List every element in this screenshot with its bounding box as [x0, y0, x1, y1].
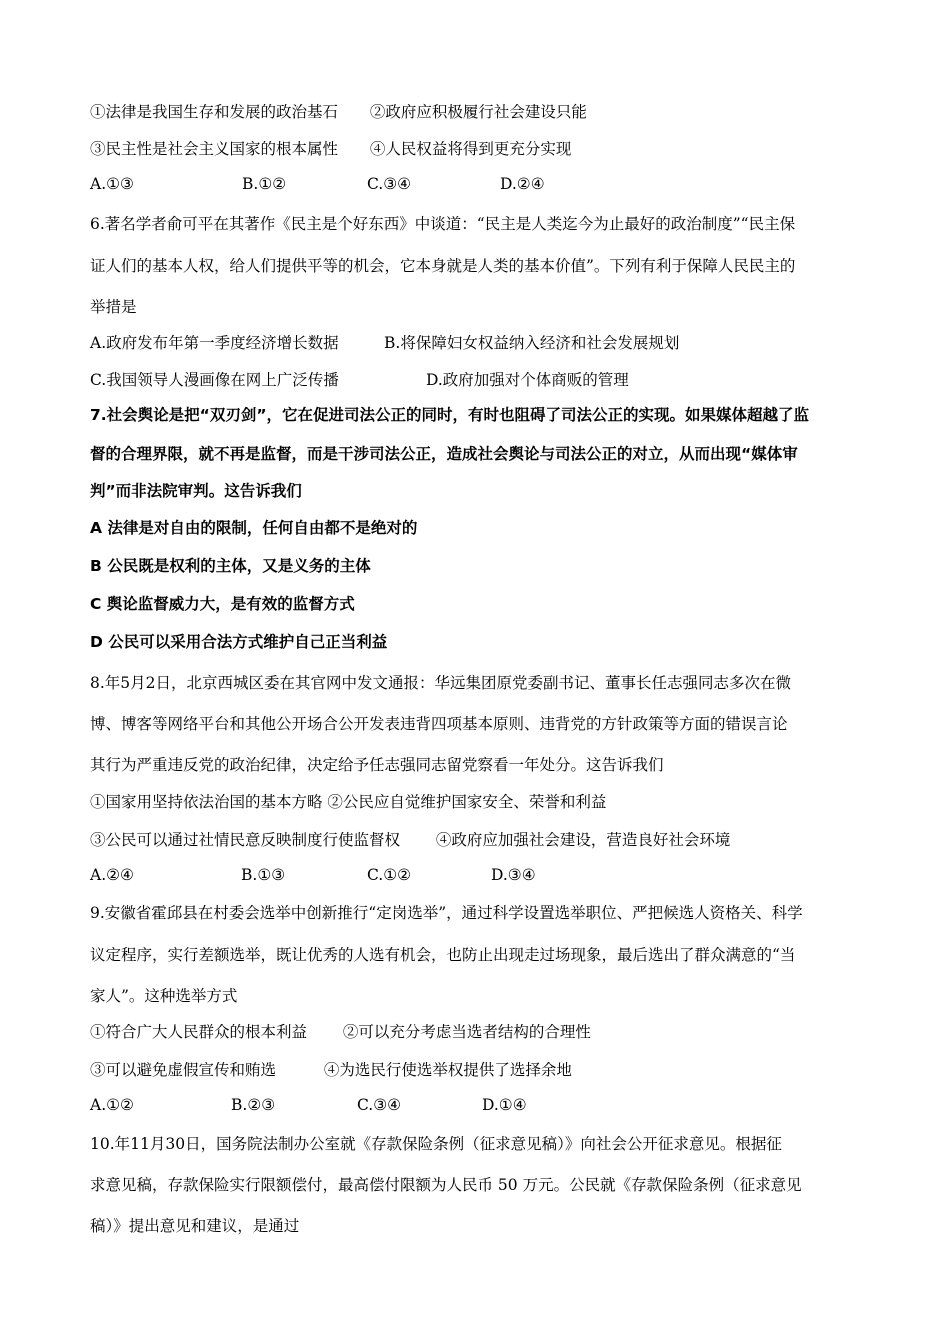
- q5-statement-4: ④人民权益将得到更充分实现: [369, 140, 572, 158]
- q9-statement-2: ②可以充分考虑当选者结构的合理性: [342, 1023, 591, 1041]
- q8-option-d: D.③④: [491, 866, 536, 884]
- q7-stem-line3: 判”而非法院审判。这告诉我们: [90, 482, 302, 500]
- q6-stem-line3: 举措是: [90, 298, 137, 316]
- q9-statements-row2: [90, 1058, 572, 1080]
- q9-option-c: C.③④: [357, 1096, 402, 1114]
- q6-stem-line1: 6.著名学者俞可平在其著作《民主是个好东西》中谈道：“民主是人类迄今为止最好的政治制度”“民主保: [90, 215, 796, 233]
- q5-option-d: D.②④: [500, 175, 545, 193]
- q10-stem-line1: 10.年11月30日，国务院法制办公室就《存款保险条例（征求意见稿）》向社会公开征求意见。根据征: [90, 1135, 782, 1153]
- q5-option-a: A.①③: [90, 175, 134, 193]
- q9-stem-line3: 家人”。这种选举方式: [90, 987, 238, 1005]
- q6-option-c: C.我国领导人漫画像在网上广泛传播: [90, 371, 339, 389]
- q9-stem-line2: 议定程序，实行差额选举，既让优秀的人选有机会，也防止出现走过场现象，最后选出了群众满意的“当: [90, 946, 796, 964]
- q6-options-row2: [90, 368, 850, 390]
- q8-statement-3: ③公民可以通过社情民意反映制度行使监督权: [90, 831, 401, 849]
- q5-statement-2: ②政府应积极履行社会建设只能: [369, 103, 587, 121]
- q8-statement-4: ④政府应加强社会建设，营造良好社会环境: [435, 831, 731, 849]
- q8-option-b: B.①③: [241, 866, 286, 884]
- q6-options-row1: [90, 331, 850, 353]
- q7-stem-line2: 督的合理界限，就不再是监督，而是干涉司法公正，造成社会舆论与司法公正的对立，从而出现“媒体审: [90, 445, 798, 463]
- q8-option-c: C.①②: [367, 866, 412, 884]
- q6-option-b: B.将保障妇女权益纳入经济和社会发展规划: [384, 334, 680, 352]
- q6-option-d: D.政府加强对个体商贩的管理: [426, 371, 629, 389]
- q10-stem-line2: 求意见稿，存款保险实行限额偿付，最高偿付限额为人民币 50 万元。公民就《存款保险条例（征求意见: [90, 1176, 802, 1194]
- q9-options: [90, 1096, 850, 1118]
- q8-stem-line3: 其行为严重违反党的政治纪律，决定给予任志强同志留党察看一年处分。这告诉我们: [90, 756, 664, 774]
- q9-statement-1: ①符合广大人民群众的根本利益: [90, 1023, 308, 1041]
- q5-option-c: C.③④: [367, 175, 412, 193]
- q9-statements-row1: [90, 1020, 591, 1042]
- q9-statement-4: ④为选民行使选举权提供了选择余地: [323, 1061, 572, 1079]
- q6-stem-line2: 证人们的基本人权，给人们提供平等的机会，它本身就是人类的基本价值”。下列有利于保障人民民主的: [90, 257, 796, 275]
- q7-option-d: D 公民可以采用合法方式维护自己正当利益: [90, 633, 388, 651]
- q10-stem-line3: 稿）》提出意见和建议，是通过: [90, 1217, 300, 1235]
- q8-statements-row1: ①国家用坚持依法治国的基本方略 ②公民应自觉维护国家安全、荣誉和利益: [90, 793, 607, 811]
- q9-option-d: D.①④: [482, 1096, 527, 1114]
- q9-option-b: B.②③: [231, 1096, 276, 1114]
- q7-stem-line1: 7.社会舆论是把“双刃剑”，它在促进司法公正的同时，有时也阻碍了司法公正的实现。如果媒体超越了监: [90, 406, 810, 424]
- q9-option-a: A.①②: [90, 1096, 134, 1114]
- q8-options: [90, 866, 850, 888]
- q5-statements-row2: [90, 137, 571, 159]
- q7-option-c: C 舆论监督威力大，是有效的监督方式: [90, 595, 355, 613]
- q5-statement-1: ①法律是我国生存和发展的政治基石: [90, 103, 339, 121]
- q5-statement-3: ③民主性是社会主义国家的根本属性: [90, 140, 339, 158]
- q9-statement-3: ③可以避免虚假宣传和贿选: [90, 1061, 277, 1079]
- q8-stem-line2: 博、博客等网络平台和其他公开场合公开发表违背四项基本原则、违背党的方针政策等方面的错误言论: [90, 715, 788, 733]
- q6-option-a: A.政府发布年第一季度经济增长数据: [90, 334, 339, 352]
- q5-options: [90, 175, 850, 197]
- q8-statements-row2: [90, 828, 730, 850]
- q7-option-a: A 法律是对自由的限制，任何自由都不是绝对的: [90, 519, 418, 537]
- q7-option-b: B 公民既是权利的主体，又是义务的主体: [90, 557, 371, 575]
- q5-statements-row1: [90, 100, 587, 122]
- q5-option-b: B.①②: [242, 175, 287, 193]
- q8-option-a: A.②④: [90, 866, 134, 884]
- q9-stem-line1: 9.安徽省霍邱县在村委会选举中创新推行“定岗选举”，通过科学设置选举职位、严把候选人资格关、科学: [90, 904, 803, 922]
- q8-stem-line1: 8.年5月2日，北京西城区委在其官网中发文通报：华远集团原党委副书记、董事长任志强同志多次在微: [90, 674, 792, 692]
